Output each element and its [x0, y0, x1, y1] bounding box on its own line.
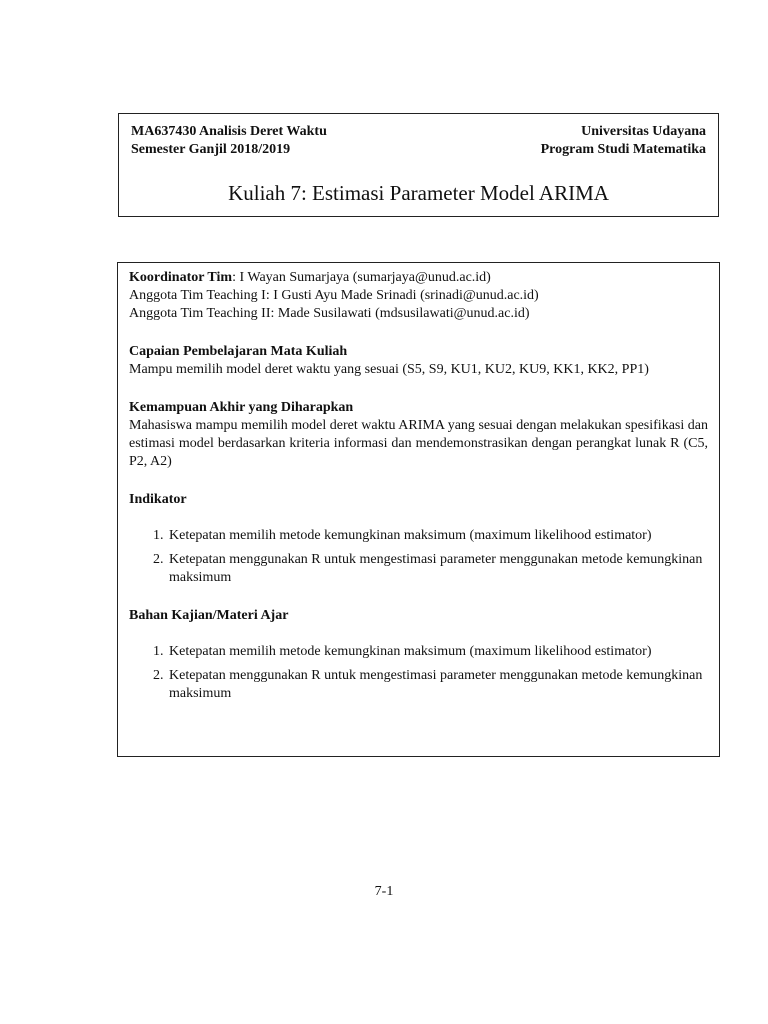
study-program: Program Studi Matematika [540, 142, 706, 157]
semester: Semester Ganjil 2018/2019 [131, 142, 291, 157]
list-item: 2. Ketepatan menggunakan R untuk mengestimasi parameter menggunakan metode kemungkinan maksimum [167, 551, 708, 587]
list-item: 1. Ketepatan memilih metode kemungkinan maksimum (maximum likelihood estimator) [167, 643, 708, 661]
learning-outcomes-title: Capaian Pembelajaran Mata Kuliah [129, 344, 348, 359]
team-member-2: Anggota Tim Teaching II: Made Susilawati (mdsusilawati@unud.ac.id) [129, 306, 530, 321]
header-box [118, 113, 719, 217]
page-number: 7-1 [374, 884, 394, 899]
study-material-title: Bahan Kajian/Materi Ajar [129, 608, 289, 623]
course-code-name: MA637430 Analisis Deret Waktu [131, 124, 327, 139]
indicators-title: Indikator [129, 492, 187, 507]
content-box [117, 262, 720, 757]
coordinator-label: Koordinator Tim [129, 270, 233, 285]
content-body [129, 269, 708, 703]
header-row-2 [131, 141, 706, 159]
expected-ability-text: Mahasiswa mampu memilih model deret waktu ARIMA yang sesuai dengan melakukan spesifikasi dan estimasi model berdasarkan kriteria informasi dan mendemonstrasikan dengan perangkat lunak R (C5, P2, A2) [129, 418, 708, 469]
expected-ability-title: Kemampuan Akhir yang Diharapkan [129, 400, 354, 415]
university-name: Universitas Udayana [581, 124, 706, 139]
coordinator-value: : I Wayan Sumarjaya (sumarjaya@unud.ac.id) [232, 270, 491, 285]
list-item: 1. Ketepatan memilih metode kemungkinan maksimum (maximum likelihood estimator) [167, 527, 708, 545]
study-material-list [129, 643, 708, 703]
header-row-1 [131, 123, 706, 141]
team-coordinator [129, 269, 708, 287]
team-member-1: Anggota Tim Teaching I: I Gusti Ayu Made Srinadi (srinadi@unud.ac.id) [129, 288, 539, 303]
lecture-title: Kuliah 7: Estimasi Parameter Model ARIMA [228, 181, 609, 205]
indicators-list [129, 527, 708, 587]
learning-outcomes-text: Mampu memilih model deret waktu yang sesuai (S5, S9, KU1, KU2, KU9, KK1, KK2, PP1) [129, 362, 649, 377]
list-item: 2. Ketepatan menggunakan R untuk mengestimasi parameter menggunakan metode kemungkinan maksimum [167, 667, 708, 703]
